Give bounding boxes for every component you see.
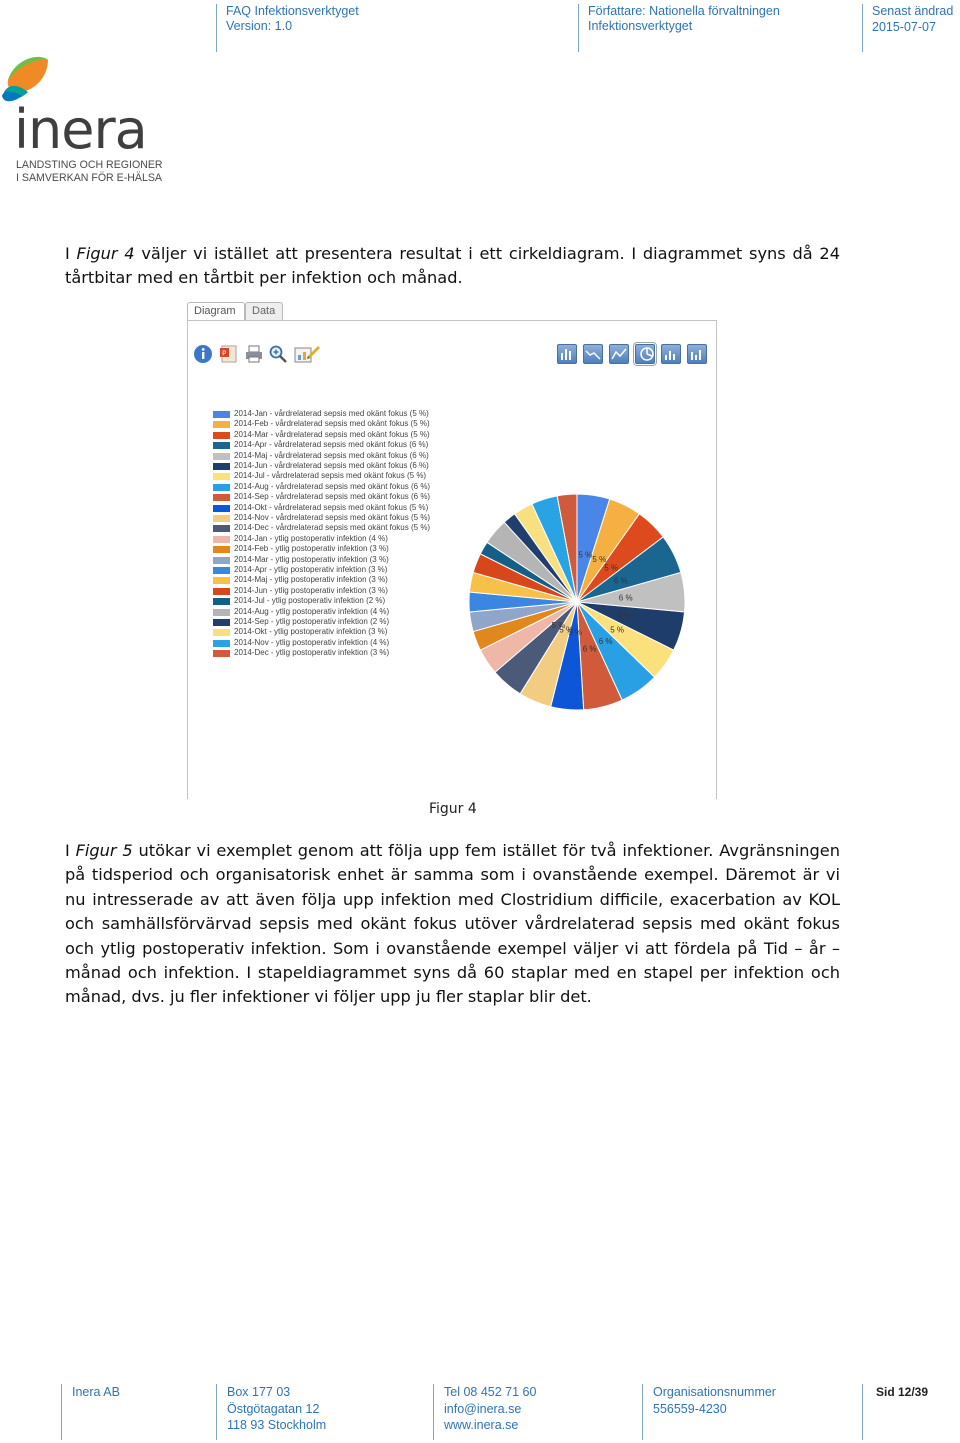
legend-label: 2014-Maj - vårdrelaterad sepsis med okänt fokus (6 %) <box>234 450 429 460</box>
print-icon[interactable] <box>244 344 264 364</box>
legend-label: 2014-Aug - ytlig postoperativ infektion (4 %) <box>234 606 390 616</box>
legend-swatch <box>213 442 230 449</box>
doc-title: FAQ Infektionsverktyget <box>226 4 359 18</box>
legend-swatch <box>213 411 230 418</box>
legend-swatch <box>213 536 230 543</box>
legend-item[interactable] <box>213 649 453 659</box>
footer-address <box>216 1384 427 1440</box>
legend-label: 2014-Sep - ytlig postoperativ infektion (2 %) <box>234 617 390 626</box>
legend-swatch <box>213 619 230 626</box>
legend-swatch <box>213 588 230 595</box>
footer-contact <box>433 1384 634 1440</box>
legend-label: 2014-Jul - ytlig postoperativ infektion (2 %) <box>234 596 386 606</box>
legend-swatch <box>213 546 230 553</box>
slice-label: 5 % <box>604 563 619 573</box>
intro-paragraph: I Figur 4 väljer vi istället att presentera resultat i ett cirkeldiagram. I diagrammet syns då 24 tårtbitar med en tårtbit per infektion och månad. <box>65 244 840 288</box>
legend-swatch <box>213 421 230 428</box>
slice-label: 6 % <box>598 637 613 647</box>
figure-ref-4: Figur 4 <box>76 244 135 263</box>
footer-org-label: Organisationsnummer <box>653 1385 776 1399</box>
legend-label: 2014-Okt - ytlig postoperativ infektion (3 %) <box>234 627 388 637</box>
legend-label: 2014-Jun - ytlig postoperativ infektion (3 %) <box>234 585 388 595</box>
legend-label: 2014-Dec - vårdrelaterad sepsis med okänt fokus (5 %) <box>234 523 431 533</box>
author-sub: Infektionsverktyget <box>588 19 693 33</box>
legend-label: 2014-Dec - ytlig postoperativ infektion (3 %) <box>234 648 390 658</box>
inera-logo <box>0 52 170 187</box>
slice-label: 5 % <box>592 555 607 564</box>
legend-swatch <box>213 609 230 616</box>
legend-label: 2014-Jun - vårdrelaterad sepsis med okänt fokus (6 %) <box>234 461 429 470</box>
figure-caption: Figur 4 <box>429 801 477 817</box>
legend-label: 2014-Apr - ytlig postoperativ infektion (3 %) <box>234 565 388 574</box>
logo-word: inera <box>14 98 147 161</box>
legend-label: 2014-Feb - ytlig postoperativ infektion (3 %) <box>234 544 389 554</box>
footer-phone: Tel 08 452 71 60 <box>444 1385 537 1399</box>
legend-swatch <box>213 484 230 491</box>
footer-company <box>61 1384 212 1440</box>
legend-label: 2014-Mar - vårdrelaterad sepsis med okänt fokus (5 %) <box>234 429 430 439</box>
legend-swatch <box>213 567 230 574</box>
legend-swatch <box>213 473 230 480</box>
legend-label: 2014-Nov - ytlig postoperativ infektion (4 %) <box>234 637 390 647</box>
legend-label: 2014-Jul - vårdrelaterad sepsis med okänt fokus (5 %) <box>234 471 427 481</box>
legend-swatch <box>213 525 230 532</box>
column-chart-icon[interactable] <box>661 344 681 364</box>
legend-swatch <box>213 453 230 460</box>
changed-label: Senast ändrad <box>872 4 954 18</box>
legend-label: 2014-Jan - ytlig postoperativ infektion (4 %) <box>234 533 388 543</box>
footer-org-no: 556559-4230 <box>653 1401 727 1416</box>
legend-swatch <box>213 640 230 647</box>
legend-label: 2014-Feb - vårdrelaterad sepsis med okänt fokus (5 %) <box>234 419 430 429</box>
body-paragraph: I Figur 5 utökar vi exemplet genom att följa upp fem istället för två infektioner. Avgränsningen på tidsperiod och organisatorisk enhet är samma som i ovanstående exempel. Däremot är vi nu intresserade av att även följa upp infektion med Clostridium difficile, exacerbation av KOL och samhällsförvärvad sepsis med okänt fokus utöver vårdrelaterad sepsis med okänt fokus och ytlig postoperativ infektion. Som i ovanstående exempel väljer vi att fördela på Tid – år – månad och infektion. I stapeldiagrammet syns då 60 staplar med en stapel per infektion och månad, dvs. ju fler infektioner vi följer upp ju fler staplar blir det. <box>65 841 840 1007</box>
legend-swatch <box>213 598 230 605</box>
page-number: Sid 12/39 <box>862 1384 928 1440</box>
pie-chart <box>465 490 689 714</box>
legend-swatch <box>213 515 230 522</box>
slice-label: 5 % <box>578 550 593 560</box>
tab-data[interactable]: Data <box>245 302 283 320</box>
doc-version: Version: 1.0 <box>226 19 293 33</box>
pie-chart-icon[interactable] <box>635 344 655 364</box>
legend-swatch <box>213 463 230 470</box>
legend-swatch <box>213 494 230 501</box>
logo-mark-icon <box>2 57 48 101</box>
legend-label: 2014-Mar - ytlig postoperativ infektion (3 %) <box>234 554 389 564</box>
footer-addr2: Östgötagatan 12 <box>227 1401 320 1416</box>
legend-label: 2014-Nov - vårdrelaterad sepsis med okänt fokus (5 %) <box>234 513 431 522</box>
svg-text:P: P <box>222 349 227 358</box>
changed-date: 2015-07-07 <box>872 20 936 34</box>
slice-label: 5 % <box>568 627 582 637</box>
bar-chart-icon[interactable] <box>557 344 577 364</box>
legend-label: 2014-Sep - vårdrelaterad sepsis med okänt fokus (6 %) <box>234 492 431 502</box>
legend-swatch <box>213 505 230 512</box>
legend-swatch <box>213 432 230 439</box>
slice-label: 5 % <box>551 620 566 630</box>
info-icon[interactable] <box>193 344 213 364</box>
slice-label: 5 % <box>610 625 624 635</box>
slice-label: 6 % <box>618 593 633 603</box>
zoom-icon[interactable] <box>268 344 288 364</box>
logo-line1: LANDSTING OCH REGIONER <box>16 159 163 171</box>
footer-web[interactable]: www.inera.se <box>444 1418 519 1432</box>
legend-label: 2014-Maj - ytlig postoperativ infektion (3 %) <box>234 575 388 585</box>
header-doc-info <box>216 4 566 52</box>
slice-label: 6 % <box>582 644 597 654</box>
line-chart-icon[interactable] <box>583 344 603 364</box>
logo-line2: I SAMVERKAN FÖR E-HÄLSA <box>16 172 162 184</box>
slice-label: 6 % <box>614 576 628 586</box>
footer-email[interactable]: info@inera.se <box>444 1401 522 1416</box>
legend-swatch <box>213 650 230 657</box>
legend-swatch <box>213 577 230 584</box>
footer-addr1: Box 177 03 <box>227 1385 291 1399</box>
footer-addr3: 118 93 Stockholm <box>227 1418 327 1432</box>
slice-label: 5 % <box>559 625 574 635</box>
tab-diagram[interactable]: Diagram <box>187 302 245 321</box>
legend-swatch <box>213 557 230 564</box>
powerpoint-icon[interactable] <box>219 344 239 364</box>
footer-company-name: Inera AB <box>72 1385 120 1399</box>
footer-org <box>642 1384 853 1440</box>
area-chart-icon[interactable] <box>609 344 629 364</box>
legend-label: 2014-Okt - vårdrelaterad sepsis med okänt fokus (5 %) <box>234 502 429 512</box>
edit-chart-icon[interactable] <box>294 344 320 364</box>
figure-ref-5: Figur 5 <box>75 841 133 860</box>
stacked-chart-icon[interactable] <box>687 344 707 364</box>
header-author <box>578 4 848 52</box>
slice-label: 6 % <box>617 611 631 621</box>
legend-label: 2014-Jan - vårdrelaterad sepsis med okänt fokus (5 %) <box>234 409 429 418</box>
author-label: Författare: Nationella förvaltningen <box>588 4 780 18</box>
legend-label: 2014-Apr - vårdrelaterad sepsis med okänt fokus (6 %) <box>234 440 429 450</box>
legend-label: 2014-Aug - vårdrelaterad sepsis med okänt fokus (6 %) <box>234 481 431 491</box>
header-changed <box>862 4 960 52</box>
legend-swatch <box>213 629 230 636</box>
